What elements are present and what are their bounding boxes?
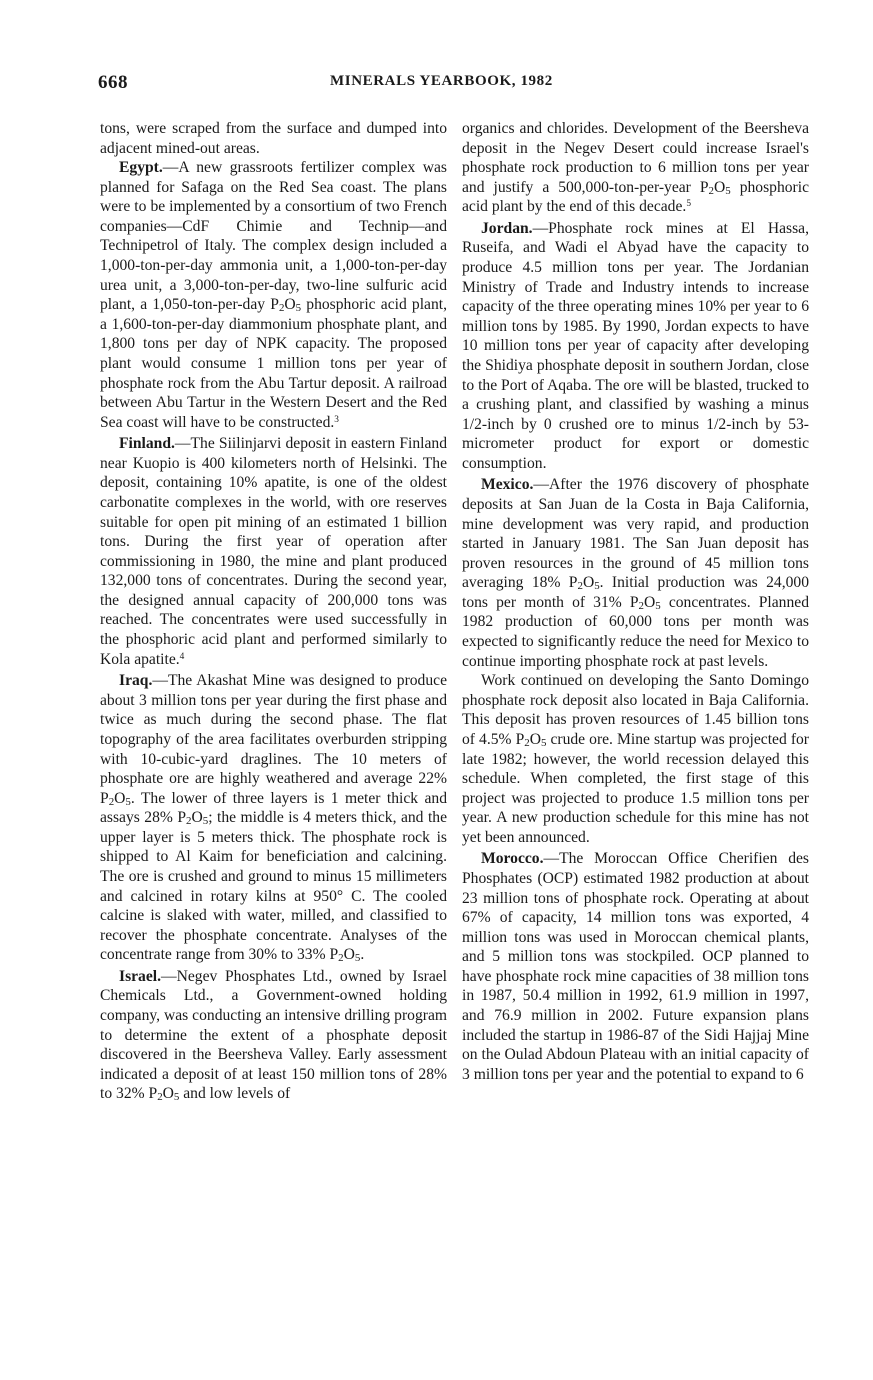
paragraph-text: —A new grassroots fertilizer complex was planned for Safaga on the Red Sea coast. The plans were to be implemented by a consortium of two French companies—CdF Chimie and Technip—and Technipetrol of Italy. The complex design included a 1,000-ton-per-day ammonia unit, a 1,000-ton-per-day urea unit, a 3,000-ton-per-day, two-line sulfuric acid plant, a 1,050-ton-per-day $P_2O_5$ phosphoric acid plant, a 1,600-ton-per-day diammonium phosphate plant, and 1,800 tons per day of NPK capacity. The proposed plant would consume 1 million tons per year of phosphate rock from the Abu Tartur deposit. A railroad between Abu Tartur in the Western Desert and the Red Sea coast will have to be constructed.$^3$ (100, 159, 448, 431)
page-number: 668 (98, 72, 128, 93)
subscript-digit: 2 (157, 1091, 163, 1104)
subscript-digit: 2 (278, 302, 285, 315)
right-column (462, 119, 809, 1084)
country-heading-egypt: Egypt. (119, 159, 163, 177)
paragraph-text: —The Akashat Mine was designed to produce about 3 million tons per year during the first phase and twice as much during the second phase. The flat topography of the area facilitates overburden stripping with 10-cubic-yard draglines. The 10 meters of phosphate ore are highly weathered and average 22% $P_2O_5$. The lower of three layers is 1 meter thick and assays 28% $P_2O_5$; the middle is 4 meters thick, and the upper layer is 5 meters thick. The phosphate rock is shipped to Al Kaim for beneficiation and calcining. The ore is crushed and ground to minus 15 millimeters and calcined in rotary kilns at 950° C. The cooled calcine is slaked with water, milled, and classified to recover the phosphate concentrate. Analyses of the concentrate range from 30% to 33% $P_2O_5$. (100, 672, 447, 965)
paragraph-finland (100, 434, 447, 669)
subscript-digit: 5 (354, 952, 361, 965)
paragraph-morocco (462, 849, 809, 1084)
paragraph-text: Work continued on developing the Santo Domingo phosphate rock deposit also located in Baja California. This deposit has proven resources of 1.45 billion tons of 4.5% $P_2O_5$ crude ore. Mine startup was projected for late 1982; however, the world recession delayed this schedule. When completed, the first stage of this project was projected to produce 1.5 million tons per year. A new production schedule for this mine has not yet been announced. (462, 672, 809, 846)
paragraph-text: —The Moroccan Office Cherifien des Phosphates (OCP) estimated 1982 production at about 23 million tons of phosphate rock. Operating at about 67% of capacity, 14 million tons was exported, 4 million tons was used in Moroccan chemical plants, and 5 million tons was stockpiled. OCP planned to have phosphate rock mine capacities of 38 million tons in 1987, 50.4 million in 1992, 61.9 million in 1997, and 76.9 million in 2002. Future expansion plans included the startup in 1986-87 of the Sidi Hajjaj Mine on the Oulad Abdoun Plateau with an initial capacity of 3 million tons per year and the potential to expand to 6 (462, 850, 809, 1083)
running-title: MINERALS YEARBOOK, 1982 (330, 73, 553, 89)
paragraph-text: —After the 1976 discovery of phosphate deposits at San Juan de la Costa in Baja California, mine development was very rapid, and production started in January 1981. The San Juan deposit has proven resources in the ground of 45 million tons averaging 18% $P_2O_5$. Initial production was 24,000 tons per month of 31% $P_2O_5$ concentrates. Planned 1982 production of 60,000 tons per month was expected to significantly reduce the need for Mexico to continue importing phosphate rock at past levels. (462, 476, 809, 670)
paragraph-text: organics and chlorides. Development of the Beersheva deposit in the Negev Desert could increase Israel's phosphate rock production to 6 million tons per year and justify a 500,000-ton-per-year $P_2O_5$ phosphoric acid plant by the end of this decade.$^5$ (462, 120, 810, 216)
paragraph-mexico (462, 475, 809, 671)
paragraph-santo-domingo (462, 671, 809, 847)
country-heading-israel: Israel. (119, 967, 162, 985)
paragraph-text: —Phosphate rock mines at El Hassa, Ruseifa, and Wadi el Abyad have the capacity to produce 4.5 million tons per year. The Jordanian Ministry of Trade and Industry intends to increase capacity of the three operating mines 10% per year to 6 million tons by 1985. By 1990, Jordan expects to have 10 million tons per year of capacity after developing the Shidiya phosphate deposit in southern Jordan, close to the Port of Aqaba. The ore will be blasted, trucked to a crushing plant, and classified by washing a minus 1/2-inch by 0 crushed ore to minus 1/2-inch by 53-micrometer product for export or domestic consumption. (462, 219, 809, 472)
paragraph-jordan (462, 219, 809, 474)
subscript-digit: 5 (202, 815, 209, 828)
subscript-digit: 5 (725, 184, 731, 197)
subscript-digit: 2 (524, 737, 530, 750)
subscript-digit: 5 (540, 737, 547, 750)
paragraph-israel (100, 967, 447, 1104)
country-heading-morocco: Morocco. (481, 850, 544, 868)
subscript-digit: 5 (295, 302, 302, 315)
subscript-digit: 2 (186, 815, 192, 828)
paragraph-text: tons, were scraped from the surface and dumped into adjacent mined-out areas. (100, 120, 447, 157)
subscript-digit: 2 (638, 600, 644, 613)
paragraph-israel-continued (462, 119, 809, 217)
paragraph-egypt (100, 158, 447, 432)
subscript-digit: 2 (108, 795, 115, 808)
left-column (100, 119, 447, 1104)
footnote-marker: 3 (334, 414, 339, 425)
country-heading-iraq: Iraq. (119, 672, 153, 690)
subscript-digit: 2 (338, 952, 344, 965)
country-heading-finland: Finland. (119, 435, 175, 453)
subscript-digit: 5 (125, 795, 131, 808)
country-heading-jordan: Jordan. (481, 219, 533, 237)
paragraph-text: —Negev Phosphates Ltd., owned by Israel Chemicals Ltd., a Government-owned holding company, was conducting an intensive drilling program to determine the extent of a phosphate deposit discovered in the Beersheva Valley. Early assessment indicated a deposit of at least 150 million tons of 28% to 32% $P_2O_5$ and low levels of (100, 967, 447, 1104)
paragraph-iraq (100, 671, 447, 965)
footnote-marker: 4 (179, 651, 185, 662)
footnote-marker: 5 (686, 199, 691, 210)
subscript-digit: 2 (708, 184, 714, 197)
subscript-digit: 2 (577, 580, 583, 593)
country-heading-mexico: Mexico. (481, 476, 534, 494)
subscript-digit: 5 (594, 580, 600, 593)
paragraph-continuation (100, 119, 447, 158)
paragraph-text: —The Siilinjarvi deposit in eastern Finland near Kuopio is 400 kilometers north of Helsinki. The deposit, containing 10% apatite, is one of the oldest carbonatite complexes in the world, with ore reserves suitable for open pit mining of an estimated 1 billion tons. During the first year of operation after commissioning in 1980, the mine and plant produced 132,000 tons of concentrates. During the second year, the designed annual capacity of 200,000 tons was reached. The concentrates were used successfully in the phosphoric acid plant and performed similarly to Kola apatite.$^4$ (100, 435, 447, 668)
subscript-digit: 5 (173, 1091, 180, 1104)
subscript-digit: 5 (655, 600, 661, 613)
